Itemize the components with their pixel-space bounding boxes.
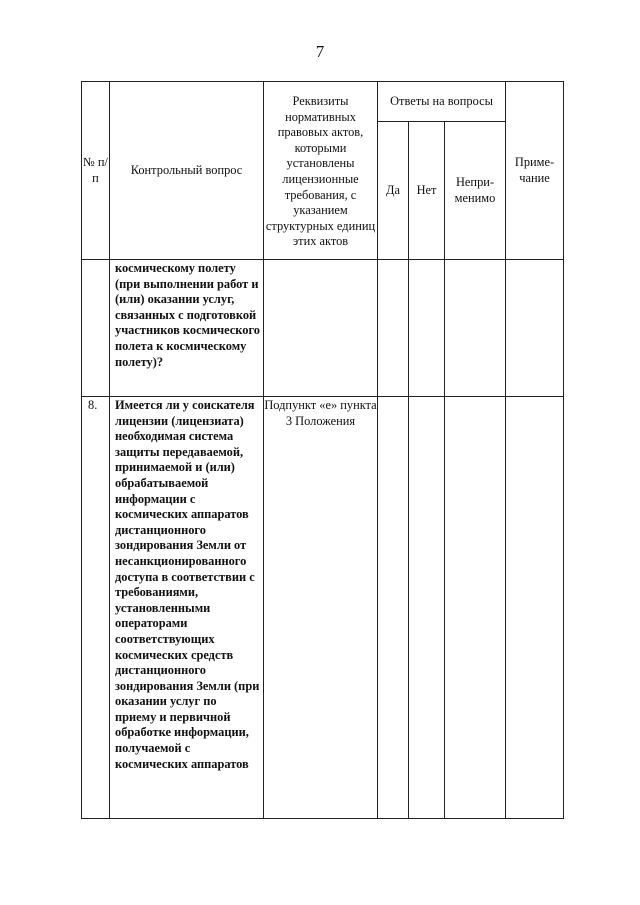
header-yes: Да (378, 122, 409, 260)
control-questions-table (81, 81, 564, 819)
row-question: Имеется ли у соискателя лицензии (лицензиата) необходимая система защиты передаваемой, принимаемой и (или) обрабатываемой информации с космических аппаратов дистанционного зондирования Земли от несанкционированного доступа в соответствии с требованиями, установленными операторами соответствующих космических средств дистанционного зондирования Земли (при оказании услуг по приему и первичной обработке информации, получаемой с космических аппаратов (110, 397, 264, 819)
header-num: № п/п (82, 82, 110, 260)
answer-na-cell (445, 397, 506, 819)
answer-no-cell (409, 397, 445, 819)
table-row (82, 397, 564, 819)
row-reference: Подпункт «е» пункта 3 Положения (264, 397, 378, 819)
note-cell (506, 397, 564, 819)
header-no: Нет (409, 122, 445, 260)
answer-no-cell (409, 260, 445, 397)
answer-na-cell (445, 260, 506, 397)
table-header-row (82, 82, 564, 122)
row-reference (264, 260, 378, 397)
row-num: 8. (82, 397, 110, 819)
header-note: Приме-чание (506, 82, 564, 260)
row-question: космическому полету (при выполнении работ и (или) оказании услуг, связанных с подготовкой участников космического полета к космическому полету)? (110, 260, 264, 397)
table-row (82, 260, 564, 397)
header-requisites: Реквизиты нормативных правовых актов, которыми установлены лицензионные требования, с указанием структурных единиц этих актов (264, 82, 378, 260)
header-question: Контрольный вопрос (110, 82, 264, 260)
answer-yes-cell (378, 397, 409, 819)
answer-yes-cell (378, 260, 409, 397)
row-num (82, 260, 110, 397)
header-answers: Ответы на вопросы (378, 82, 506, 122)
header-na: Непри-менимо (445, 122, 506, 260)
note-cell (506, 260, 564, 397)
page-number: 7 (315, 42, 325, 61)
